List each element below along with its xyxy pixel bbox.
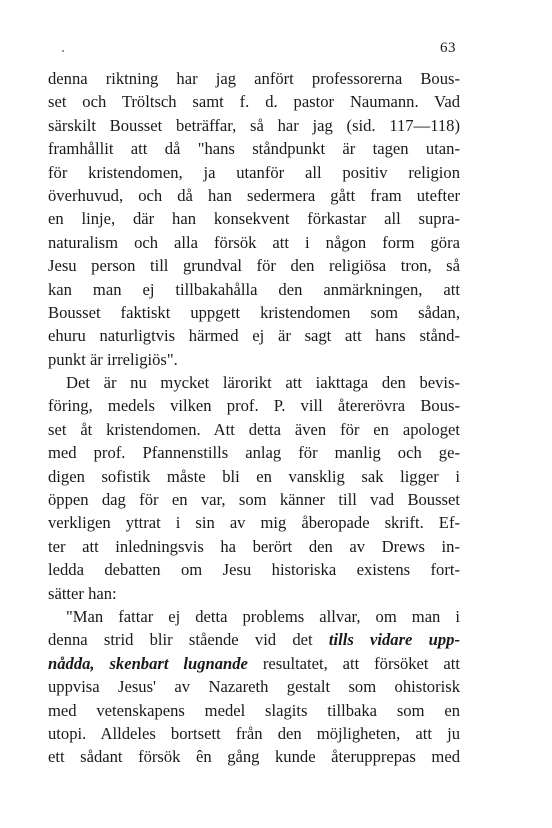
text-segment: resultatet, att försöket att (247, 653, 460, 673)
page-number: 63 (440, 40, 456, 56)
text-line: Jesu person till grundval för den religiösa tron, så (48, 256, 460, 276)
text-line: för kristendomen, ja utanför all positiv religion (48, 162, 460, 182)
emphasized-text: nådda, skenbart lugnande (48, 653, 248, 673)
text-line: föring, medels vilken prof. P. vill återerövra Bous- (48, 396, 460, 416)
text-line: ehuru naturligtvis härmed ej är sagt att hans stånd- (48, 326, 460, 346)
text-line: set åt kristendomen. Att detta även för en apologet (48, 419, 460, 439)
text-line: denna riktning har jag anfört professorerna Bous- (48, 69, 460, 88)
text-line: Det är nu mycket lärorikt att iakttaga den bevis- (66, 373, 460, 393)
text-line: digen sofistik måste bli en vansklig sak ligger i (48, 466, 460, 486)
text-line: med prof. Pfannenstills anlag för manlig och ge- (48, 443, 460, 463)
text-line: med vetenskapens medel slagits tillbaka som en (48, 700, 460, 720)
text-line (48, 652, 460, 675)
body-text (48, 67, 460, 769)
text-line: framhållit att då "hans ståndpunkt är tagen utan- (48, 139, 460, 159)
text-line: punkt är irreligiös". (48, 349, 178, 369)
text-line: ett sådant försök ên gång kunde återupprepas med (48, 747, 460, 767)
text-line: set och Tröltsch samt f. d. pastor Naumann. Vad (48, 92, 460, 112)
text-line: uppvisa Jesus' av Nazareth gestalt som ohistorisk (48, 677, 460, 697)
text-line: en linje, där han konsekvent förkastar all supra- (48, 209, 460, 229)
text-segment: denna strid blir stående vid det (48, 630, 329, 650)
text-line: öppen dag för en var, som känner till vad Bousset (48, 490, 460, 510)
print-speck (62, 50, 64, 52)
emphasized-text: tills vidare upp- (328, 630, 461, 650)
text-line: Bousset faktiskt uppgett kristendomen som sådan, (48, 302, 460, 322)
text-line: verkligen yttrat i sin av mig åberopade skrift. Ef- (48, 513, 460, 533)
text-line: naturalism och alla försök att i någon form göra (48, 232, 460, 252)
text-line: "Man fattar ej detta problems allvar, om man i (66, 606, 460, 626)
text-line: särskilt Bousset beträffar, så har jag (sid. 117—118) (48, 115, 460, 135)
text-line: utopi. Alldeles bortsett från den möjligheten, att ju (48, 723, 460, 743)
text-line: ledda debatten om Jesu historiska existens fort- (48, 560, 460, 580)
text-line: sätter han: (48, 583, 117, 603)
text-line: ter att inledningsvis ha berört den av Drews in- (48, 536, 460, 556)
text-line: kan man ej tillbakahålla den anmärkningen, att (48, 279, 460, 299)
text-line: överhuvud, och då han sedermera gått fram utefter (48, 185, 460, 205)
text-line (48, 628, 460, 651)
